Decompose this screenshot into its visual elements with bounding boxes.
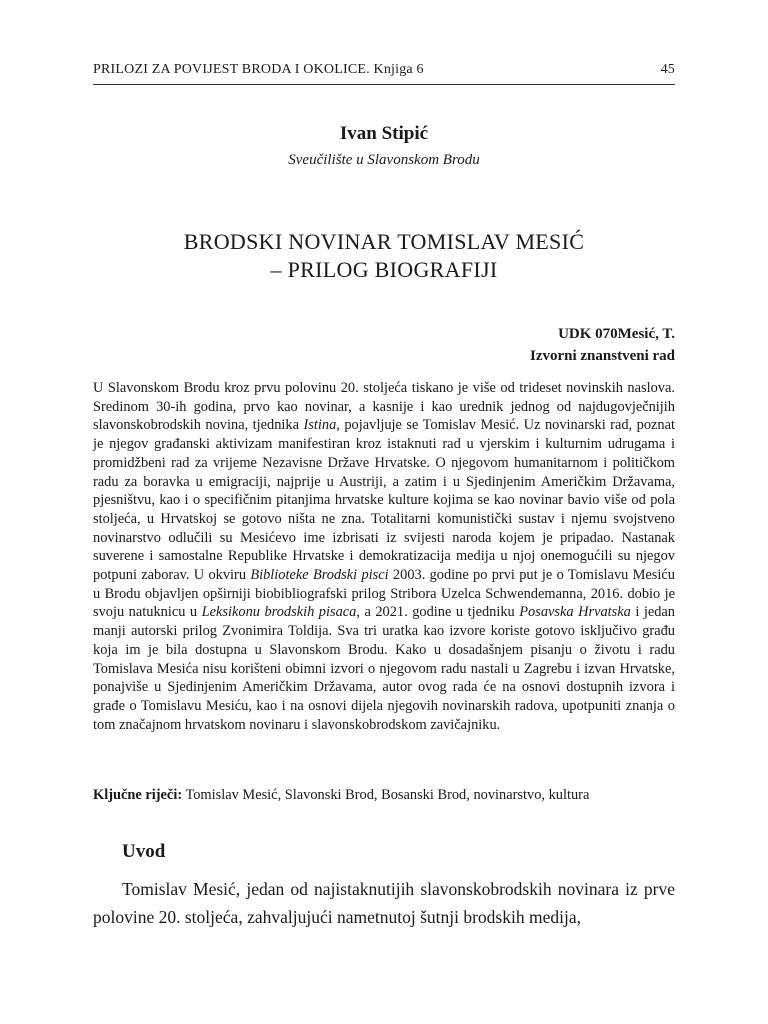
keywords-label: Ključne riječi: [93, 787, 183, 803]
header-rule [93, 84, 675, 85]
abstract-italic-posavska: Posavska Hrvatska [519, 604, 631, 621]
abstract-italic-biblioteka: Biblioteke Brodski pisci [250, 567, 389, 584]
keywords [93, 786, 675, 805]
abstract [93, 379, 675, 734]
abstract-text-2: , pojavljuje se Tomislav Mesić. Uz novinarski rad, poznat je njegov građanski aktivizam manifestiran kroz istaknuti rad u vjerskim i kulturnim udrugama i promidžbeni rad za vrijeme Nezavisne Države Hrvatske. O njegovom humanitarnom i političkom radu za boravka u emigraciji, najprije u Austriji, a zatim i u Sjedinjenim Američkim Državama, pjesništvu, kao i o specifičnim pitanjima hrvatske kulture kojima se kao novinar bavio više od pola stoljeća, u Hrvatskoj se gotovo ništa ne zna. Totalitarni komunistički sustav i njemu svojstveno novinarstvo odlučili su Mesićevo ime izbrisati iz svijesti naroda kojem je pripadao. Nastanak suverene i samostalne Republike Hrvatske i demokratizacija medija u njoj onemogućili su njegov potpuni zaborav. U okviru [93, 417, 675, 584]
article-type: Izvorni znanstveni rad [529, 348, 675, 364]
running-head-title: PRILOZI ZA POVIJEST BRODA I OKOLICE. Knjiga 6 [93, 62, 424, 77]
abstract-text-1: U Slavonskom Brodu kroz prvu polovinu 20. stoljeća tiskano je više od trideset novinskih naslova. Sredinom 30-ih godina, prvo kao novinar, a kasnije i kao urednik jednog od najdugovječnijih slavonskobrodskih novina, tjednika [93, 380, 675, 434]
abstract-italic-leksikon: Leksikonu brodskih pisaca [201, 604, 357, 621]
article-title [93, 228, 675, 284]
abstract-paragraph [93, 379, 675, 734]
author-block [93, 122, 675, 171]
author-name: Ivan Stipić [339, 123, 429, 144]
section-heading: Uvod [122, 841, 166, 862]
abstract-text-3: 2003. godine po prvi put je o Tomislavu Mesiću u Brodu objavljen opširniji biobibliografski prilog Stribora Uzelca Schwendemanna, 2016. dobio je svoju natuknicu u [93, 567, 675, 621]
author-affiliation: Sveučilište u Slavonskom Brodu [288, 152, 480, 168]
intro-paragraph: Tomislav Mesić, jedan od najistaknutijih slavonskobrodskih novinara iz prve polovine 20. stoljeća, zahvaljujući nametnutoj šutnji brodskih medija, [93, 879, 675, 927]
udk-code: UDK 070Mesić, T. [558, 326, 675, 342]
abstract-text-4: , a 2021. godine u tjedniku [356, 604, 520, 621]
classification-block [530, 323, 675, 367]
abstract-italic-istina: Istina [303, 417, 337, 434]
running-head [93, 62, 675, 82]
page-number: 45 [660, 62, 675, 77]
article-title-line1: BRODSKI NOVINAR TOMISLAV MESIĆ [183, 229, 585, 254]
article-title-line2: – PRILOG BIOGRAFIJI [270, 257, 498, 282]
keywords-text: Tomislav Mesić, Slavonski Brod, Bosanski Brod, novinarstvo, kultura [182, 787, 590, 803]
abstract-text-5: i jedan manji autorski prilog Zvonimira Toldija. Sva tri uratka kao izvore koriste gotovo isključivo građu koja im je bila dostupna u Slavonskom Brodu. Kako u dosadašnjem pisanju o životu i radu Tomislava Mesića nisu korišteni obimni izvori o njegovom radu nastali u Zagrebu i izvan Hrvatske, ponajviše u Sjedinjenim Američkim Državama, autor ovog rada će na osnovi dostupnih izvora i građe o Tomislavu Mesiću, kao i na osnovi dijela njegovih novinarskih radova, upotpuniti znanja o tom značajnom hrvatskom novinaru i slavonskobrodskom zavičajniku. [93, 604, 675, 733]
